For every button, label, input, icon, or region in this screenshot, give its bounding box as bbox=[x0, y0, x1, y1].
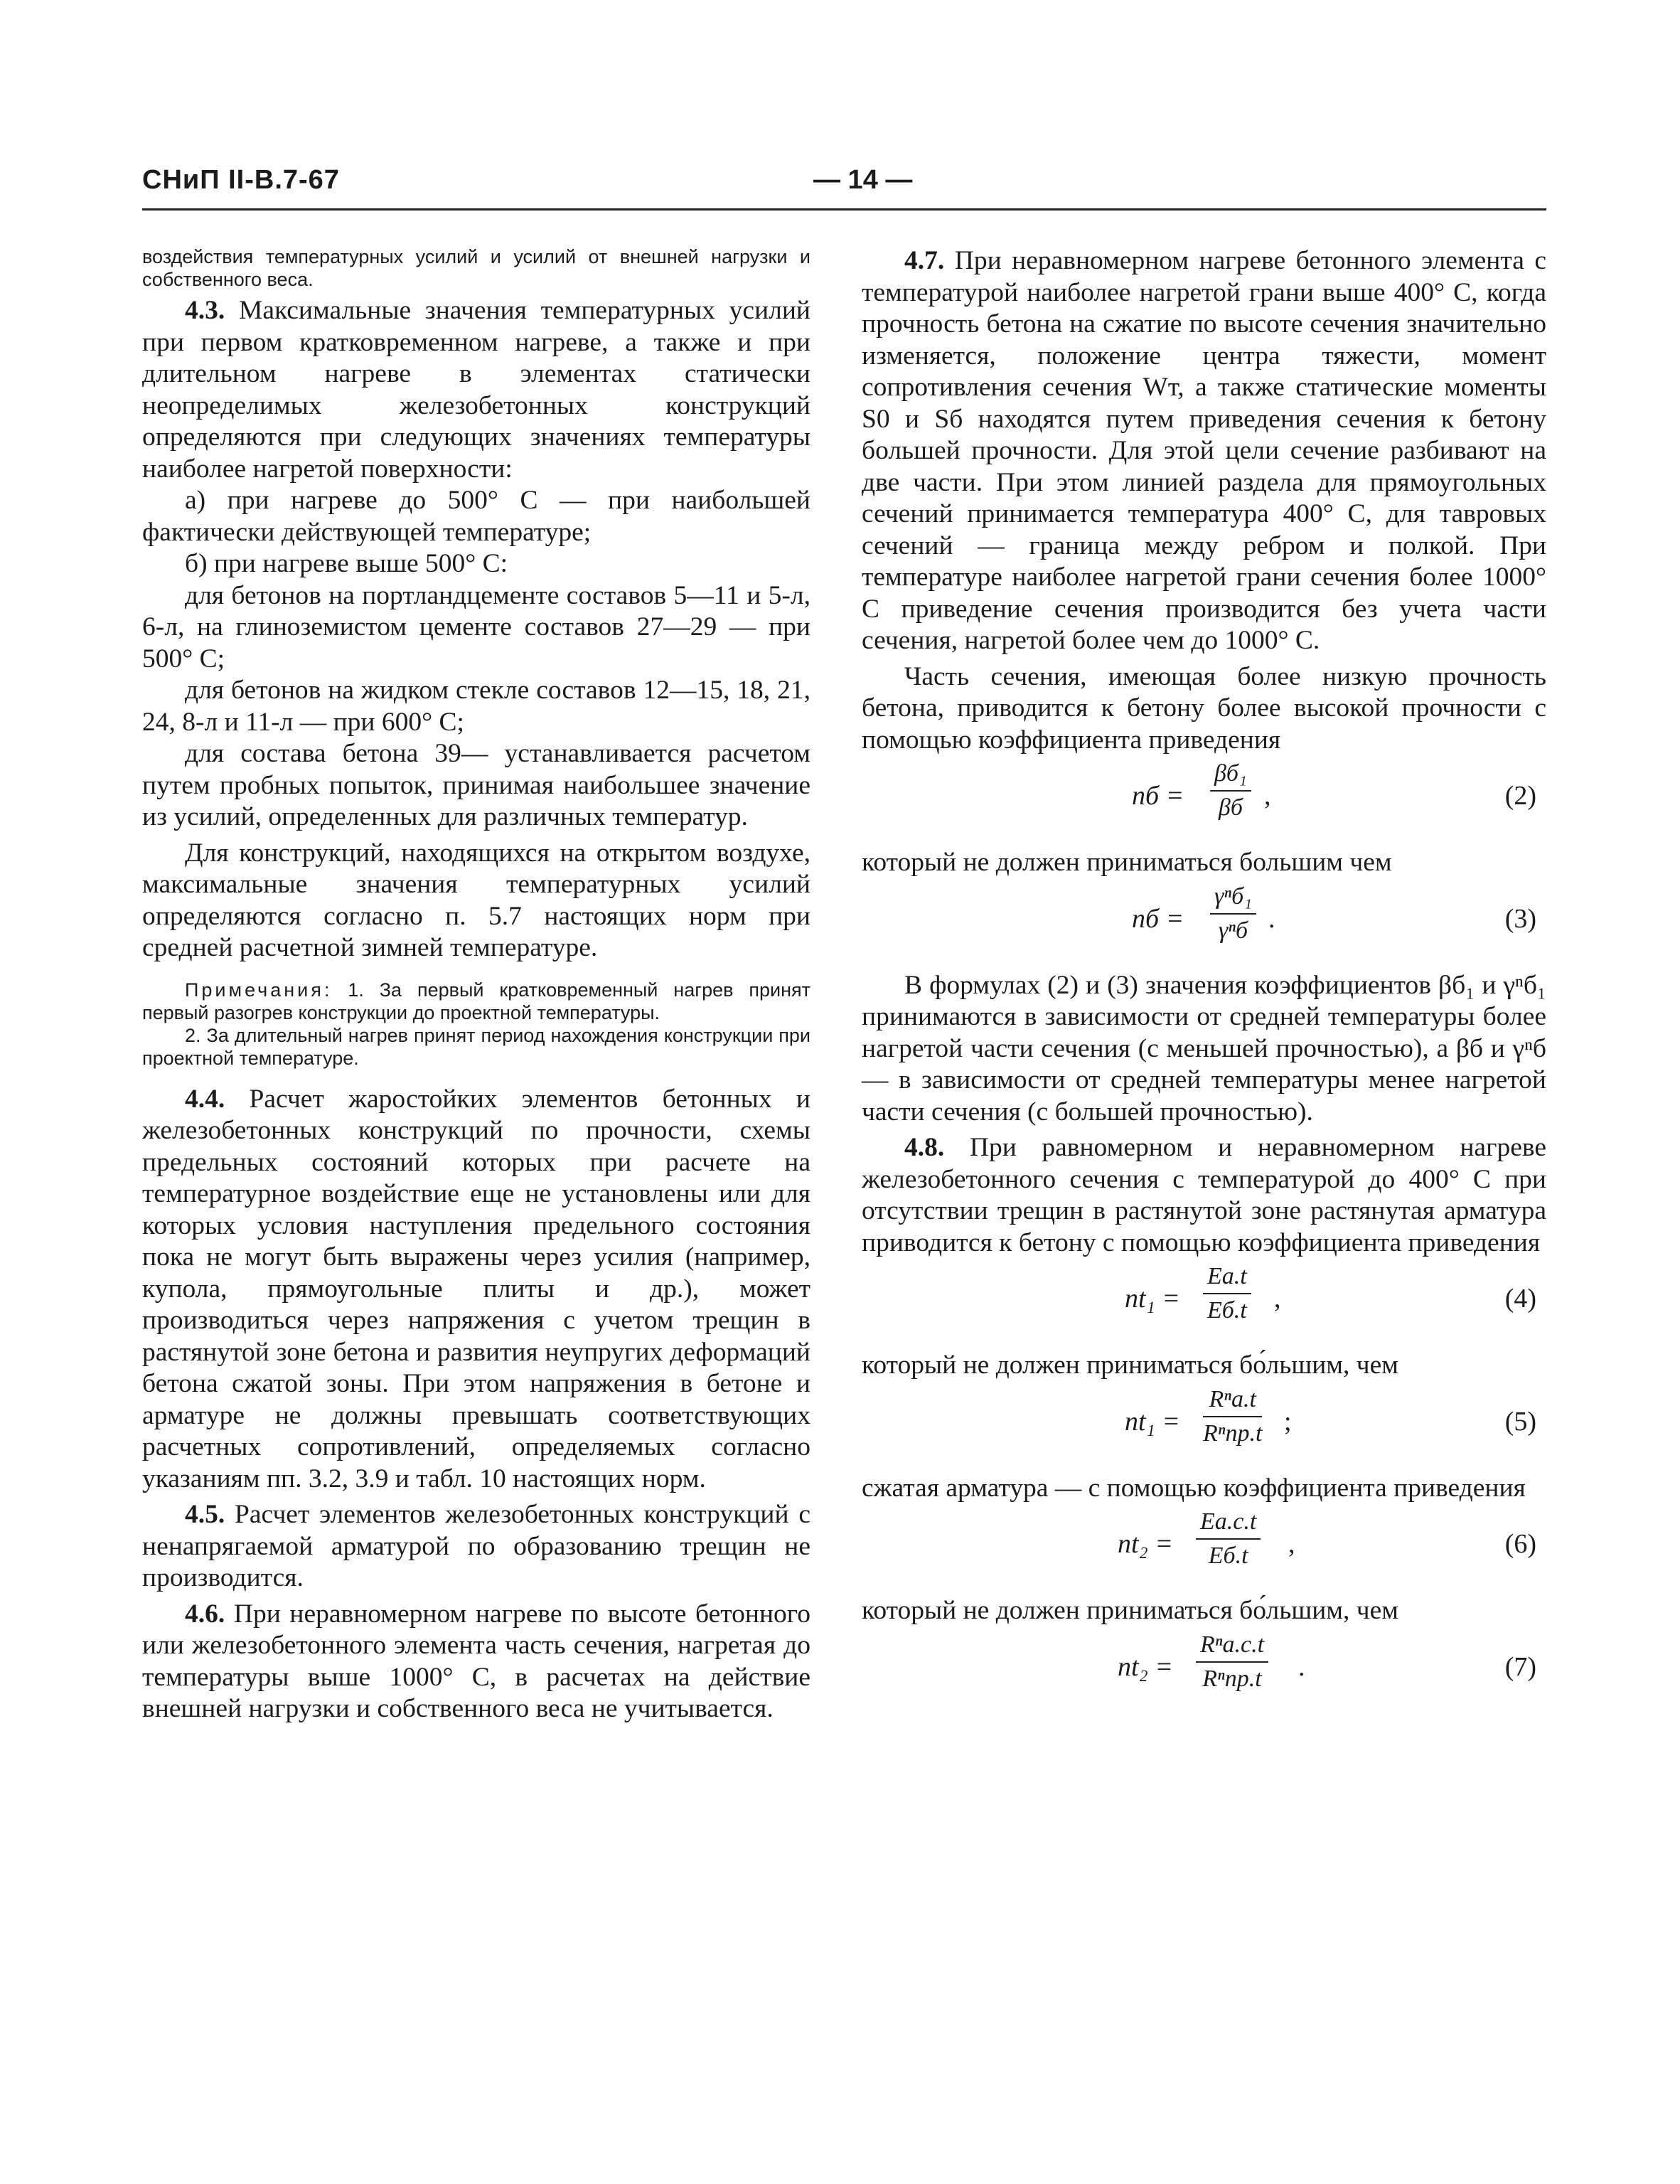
not-greater-paragraph-3: который не должен приниматься бо́льшим, чем bbox=[862, 1596, 1398, 1625]
page-header bbox=[142, 165, 1546, 208]
section-4-3 bbox=[142, 295, 810, 485]
document-code: СНиП II-В.7-67 bbox=[142, 165, 340, 195]
formula-lhs: nt₂ = bbox=[1118, 1651, 1173, 1682]
formula-number: (7) bbox=[1504, 1651, 1536, 1682]
left-column bbox=[142, 245, 810, 1725]
section-number: 4.7. bbox=[904, 246, 945, 275]
list-item-b1: для бетонов на портландцементе составов 5—11 и 5-л, 6-л, на глиноземистом цементе составов 27—29 — при 500° С; bbox=[142, 580, 810, 673]
formula-number: (2) bbox=[1504, 781, 1536, 811]
formula-numerator: Eа.с.t bbox=[1196, 1508, 1261, 1540]
formula-lhs: nб = bbox=[1132, 781, 1184, 811]
formula-punctuation: , bbox=[1264, 781, 1271, 811]
formula-3 bbox=[862, 883, 1546, 963]
formula-punctuation: , bbox=[1288, 1529, 1295, 1559]
section-text: При равномерном и неравномерном нагреве железобетонного сечения с температурой до 400° С при отсутствии трещин в растянутой зоне растянутая арматура приводится к бетону с помощью коэффициента приведения bbox=[862, 1133, 1546, 1257]
formula-number: (4) bbox=[1504, 1284, 1536, 1314]
formula-punctuation: , bbox=[1274, 1284, 1281, 1314]
formula-5 bbox=[862, 1386, 1546, 1466]
section-text: При неравномерном нагреве по высоте бетонного или железобетонного элемента часть сечения, нагретая до температуры выше 1000° С, в расчетах на действие внешней нагрузки и собственного веса не учитывается. bbox=[142, 1599, 810, 1723]
formula-2 bbox=[862, 760, 1546, 840]
formula-numerator: Eа.t bbox=[1203, 1263, 1251, 1294]
compressed-reinforcement-paragraph: сжатая арматура — с помощью коэффициента приведения bbox=[862, 1473, 1526, 1503]
not-greater-paragraph-2: который не должен приниматься бо́льшим, чем bbox=[862, 1351, 1398, 1380]
section-4-7 bbox=[862, 245, 1546, 657]
right-column bbox=[862, 245, 1546, 1718]
formula-denominator: Rⁿпр.t bbox=[1202, 1665, 1262, 1692]
section-number: 4.5. bbox=[185, 1500, 225, 1529]
formula-lhs: nt₁ = bbox=[1125, 1406, 1180, 1437]
part-paragraph: Часть сечения, имеющая более низкую прочность бетона, приводится к бетону более высокой прочности с помощью коэффициента приведения bbox=[862, 661, 1546, 755]
formula-numerator: βб₁ bbox=[1210, 760, 1251, 792]
formula-fraction bbox=[1203, 1386, 1262, 1447]
section-text: Расчет элементов железобетонных конструкций с ненапрягаемой арматурой по образованию трещин не производится. bbox=[142, 1500, 810, 1592]
formula-denominator: βб bbox=[1218, 794, 1243, 821]
section-text: Максимальные значения температурных усилий при первом кратковременном нагреве, а также и при длительном нагреве в элементах статически неопределимых железобетонных конструкций определяются при следующих значениях температуры наиболее нагретой поверхности: bbox=[142, 296, 810, 484]
open-air-paragraph: Для конструкций, находящихся на открытом воздухе, максимальные значения температурных усилий определяются согласно п. 5.7 настоящих норм при средней расчетной зимней температуре. bbox=[142, 838, 810, 962]
formula-number: (6) bbox=[1504, 1529, 1536, 1559]
section-number: 4.6. bbox=[185, 1599, 225, 1629]
formula-number: (5) bbox=[1504, 1406, 1536, 1437]
section-4-4 bbox=[142, 1084, 810, 1496]
note-2: 2. За длительный нагрев принят период нахождения конструкции при проектной температуре. bbox=[142, 1024, 810, 1069]
formula-fraction bbox=[1196, 1631, 1268, 1693]
note-1-text: 1. За первый кратковременный нагрев принят первый разогрев конструкции до проектной температуры. bbox=[142, 979, 810, 1023]
note-1 bbox=[142, 979, 810, 1024]
formula-numerator: Rⁿа.t bbox=[1203, 1386, 1262, 1417]
formulas-paragraph: В формулах (2) и (3) значения коэффициентов βб₁ и γⁿб₁ принимаются в зависимости от средней температуры более нагретой части сечения (с меньшей прочностью), а βб и γⁿб — в зависимости от средней температуры менее нагретой части сечения (с большей прочностью). bbox=[862, 970, 1546, 1126]
section-4-5 bbox=[142, 1499, 810, 1594]
formula-lhs: nt₁ = bbox=[1125, 1284, 1180, 1314]
formula-fraction bbox=[1210, 883, 1256, 944]
notes-label: Примечания: bbox=[185, 979, 333, 1001]
section-4-6 bbox=[142, 1599, 810, 1725]
section-number: 4.4. bbox=[185, 1084, 225, 1114]
formula-4 bbox=[862, 1263, 1546, 1343]
formula-number: (3) bbox=[1504, 903, 1536, 934]
header-divider bbox=[142, 208, 1546, 211]
formula-6 bbox=[862, 1508, 1546, 1588]
section-text: Расчет жаростойких элементов бетонных и железобетонных конструкций по прочности, схемы предельных состояний которых при расчете на температурное воздействие еще не установлены или для которых условия наступления предельного состояния пока не могут быть выражены через усилия (например, купола, прямоугольные плиты и др.), может производиться через напряжения с учетом трещин в растянутой зоне бетона и развития неупругих деформаций бетона сжатой зоны. При этом напряжения в бетоне и арматуре не должны превышать соответствующих расчетных сопротивлений, определяемых согласно указаниям пп. 3.2, 3.9 и табл. 10 настоящих норм. bbox=[142, 1084, 810, 1493]
formula-punctuation: . bbox=[1298, 1651, 1305, 1682]
list-item-b2: для бетонов на жидком стекле составов 12—15, 18, 21, 24, 8-л и 11-л — при 600° С; bbox=[142, 676, 810, 737]
not-greater-paragraph-1: который не должен приниматься большим чем bbox=[862, 848, 1392, 877]
page-number: — 14 — bbox=[813, 165, 913, 195]
list-item-a: а) при нагреве до 500° С — при наибольшей фактически действующей температуре; bbox=[142, 486, 810, 547]
formula-fraction bbox=[1210, 760, 1251, 821]
section-number: 4.3. bbox=[185, 296, 225, 325]
section-number: 4.8. bbox=[904, 1133, 945, 1162]
formula-denominator: Eб.t bbox=[1207, 1297, 1247, 1323]
list-item-b3: для состава бетона 39— устанавливается расчетом путем пробных попыток, принимая наибольшее значение из усилий, определенных для различных температур. bbox=[142, 739, 810, 831]
formula-numerator: γⁿб₁ bbox=[1210, 883, 1256, 915]
formula-denominator: Eб.t bbox=[1208, 1543, 1248, 1569]
intro-paragraph: воздействия температурных усилий и усилий от внешней нагрузки и собственного веса. bbox=[142, 246, 810, 290]
formula-lhs: nб = bbox=[1132, 903, 1184, 934]
formula-punctuation: . bbox=[1268, 903, 1275, 934]
section-text: При неравномерном нагреве бетонного элемента с температурой наиболее нагретой грани выше 400° С, когда прочность бетона на сжатие по высоте сечения значительно изменяется, положение центра тяжести, момент сопротивления сечения Wт, а также статические моменты S0 и Sб находятся путем приведения сечения к бетону большей прочности. Для этой цели сечение разбивают на две части. При этом линией раздела для прямоугольных сечений принимается температура 400° С, для тавровых сечений — граница между ребром и полкой. При температуре наиболее нагретой грани сечения более 1000° С приведение сечения производится без учета части сечения, нагретой более чем до 1000° С. bbox=[862, 246, 1546, 655]
section-4-8 bbox=[862, 1132, 1546, 1259]
formula-fraction bbox=[1203, 1263, 1251, 1324]
formula-lhs: nt₂ = bbox=[1118, 1529, 1173, 1559]
formula-punctuation: ; bbox=[1284, 1406, 1292, 1437]
formula-numerator: Rⁿа.с.t bbox=[1196, 1631, 1268, 1663]
formula-7 bbox=[862, 1631, 1546, 1711]
list-item-b: б) при нагреве выше 500° С: bbox=[185, 549, 508, 578]
formula-fraction bbox=[1196, 1508, 1261, 1570]
formula-denominator: γⁿб bbox=[1218, 917, 1248, 944]
formula-denominator: Rⁿпр.t bbox=[1203, 1419, 1263, 1447]
